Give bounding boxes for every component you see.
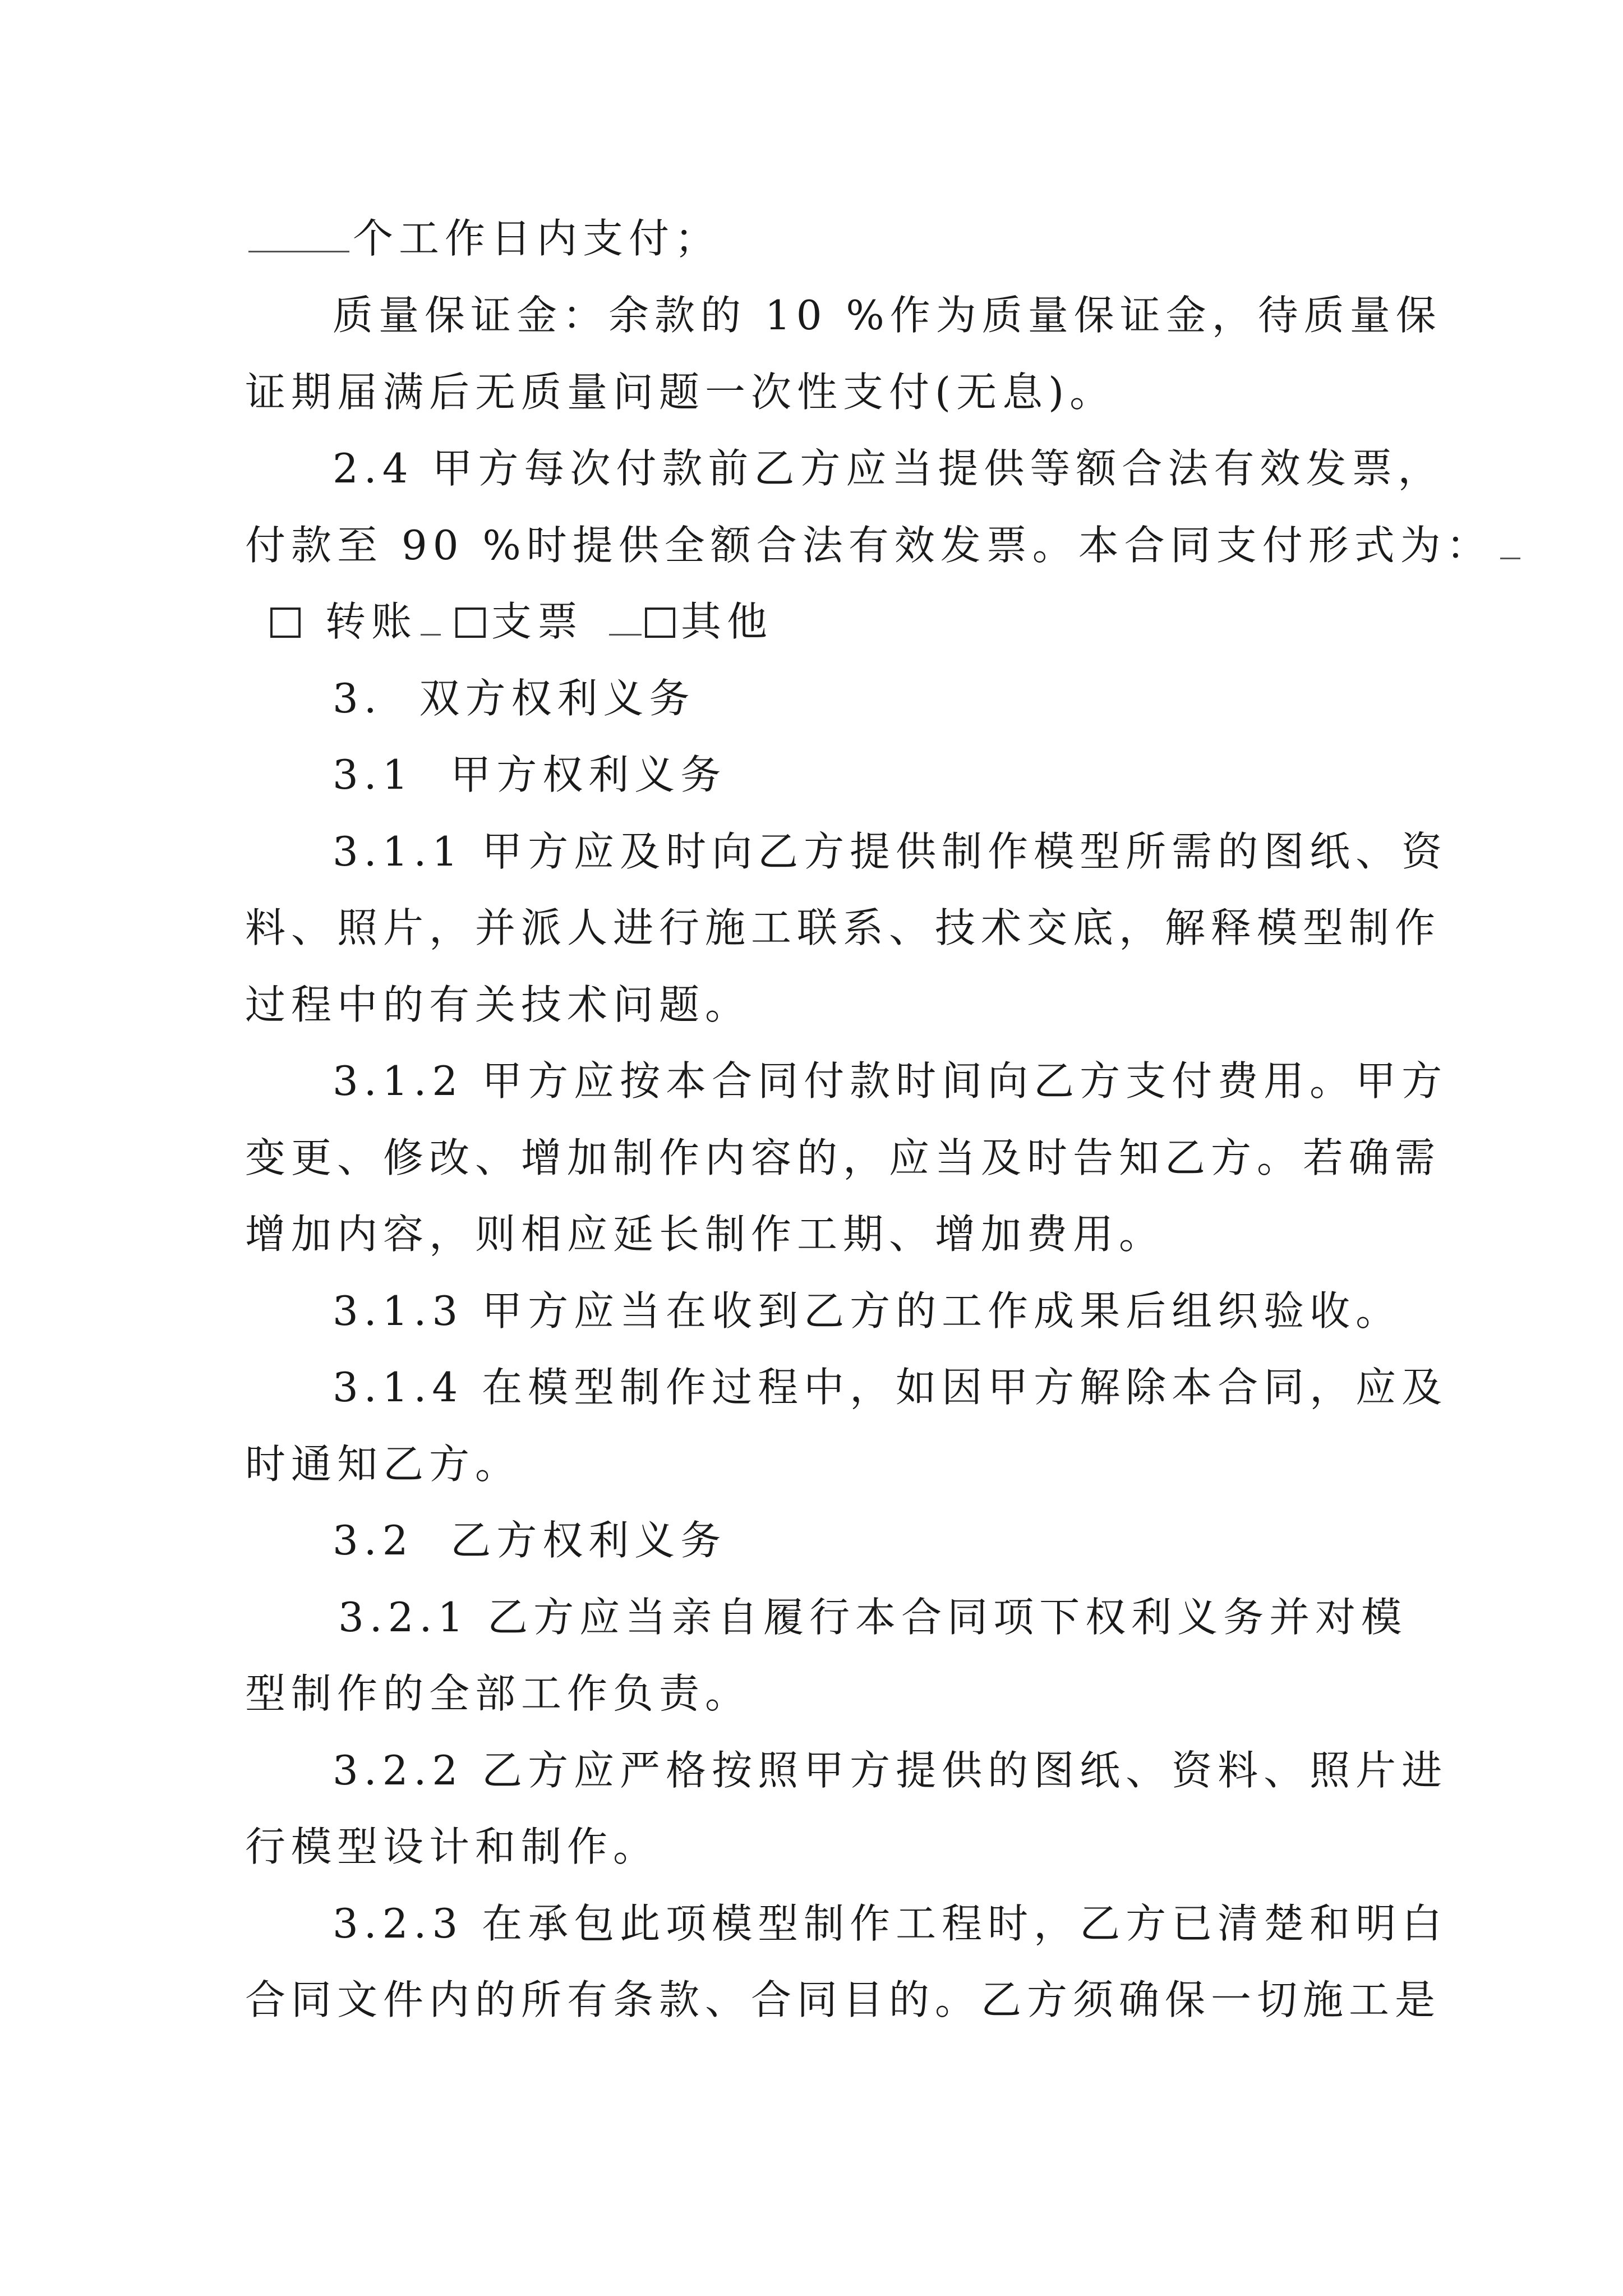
option-other-label: 其他 (681, 598, 773, 645)
blank-cheque (609, 601, 642, 636)
clause-3-2-1: 3.2.1 乙方应当亲自履行本合同项下权利义务并对模 (338, 1594, 1408, 1641)
clause-3-2-2: 3.2.2 乙方应严格按照甲方提供的图纸、资料、照片进 (333, 1747, 1448, 1794)
payment-options (270, 593, 773, 650)
clause-3-2-1-cont: 型制作的全部工作负责。 (245, 1670, 751, 1717)
section-3-2-heading: 3.2 乙方权利义务 (333, 1517, 727, 1564)
clause-3-2-3-cont: 合同文件内的所有条款、合同目的。乙方须确保一切施工是 (245, 1976, 1441, 2023)
section-3-1-heading: 3.1 甲方权利义务 (333, 751, 727, 798)
checkbox-other[interactable] (645, 608, 675, 638)
clause-3-1-1-cont: 过程中的有关技术问题。 (245, 981, 751, 1028)
option-transfer-label: 转账 (325, 598, 418, 645)
blank-transfer (421, 601, 441, 636)
section-3-heading: 3. 双方权利义务 (333, 675, 695, 722)
clause-3-1-4-cont: 时通知乙方。 (245, 1441, 522, 1488)
line-text: 付款至 90 %时提供全额合法有效发票。本合同支付形式为： (245, 522, 1492, 569)
clause-3-1-3: 3.1.3 甲方应当在收到乙方的工作成果后组织验收。 (333, 1287, 1402, 1335)
checkbox-cheque[interactable] (455, 608, 486, 638)
clause-3-1-2-cont: 增加内容，则相应延长制作工期、增加费用。 (245, 1211, 1165, 1258)
clause-3-2-2-cont: 行模型设计和制作。 (245, 1823, 660, 1870)
line-warranty-deposit-cont: 证期届满后无质量问题一次性支付(无息)。 (245, 369, 1116, 416)
line-payment-days (245, 210, 721, 266)
clause-3-1-1-cont: 料、照片，并派人进行施工联系、技术交底，解释模型制作 (245, 904, 1441, 951)
line-warranty-deposit: 质量保证金：余款的 10 %作为质量保证金，待质量保 (333, 292, 1442, 339)
option-cheque-label: 支票 (491, 598, 584, 645)
clause-3-2-3: 3.2.3 在承包此项模型制作工程时，乙方已清楚和明白 (333, 1900, 1448, 1947)
blank-payment-form (1500, 525, 1520, 559)
clause-2-4: 2.4 甲方每次付款前乙方应当提供等额合法有效发票， (333, 445, 1444, 492)
clause-3-1-4: 3.1.4 在模型制作过程中，如因甲方解除本合同，应及 (333, 1364, 1448, 1411)
checkbox-transfer[interactable] (270, 608, 301, 638)
line-text: 个工作日内支付； (353, 215, 721, 262)
clause-3-1-1: 3.1.1 甲方应及时向乙方提供制作模型所需的图纸、资 (333, 828, 1448, 875)
blank-days (248, 218, 349, 252)
clause-3-1-2-cont: 变更、修改、增加制作内容的，应当及时告知乙方。若确需 (245, 1134, 1441, 1181)
clause-2-4-cont (245, 517, 1524, 573)
clause-3-1-2: 3.1.2 甲方应按本合同付款时间向乙方支付费用。甲方 (333, 1057, 1448, 1105)
